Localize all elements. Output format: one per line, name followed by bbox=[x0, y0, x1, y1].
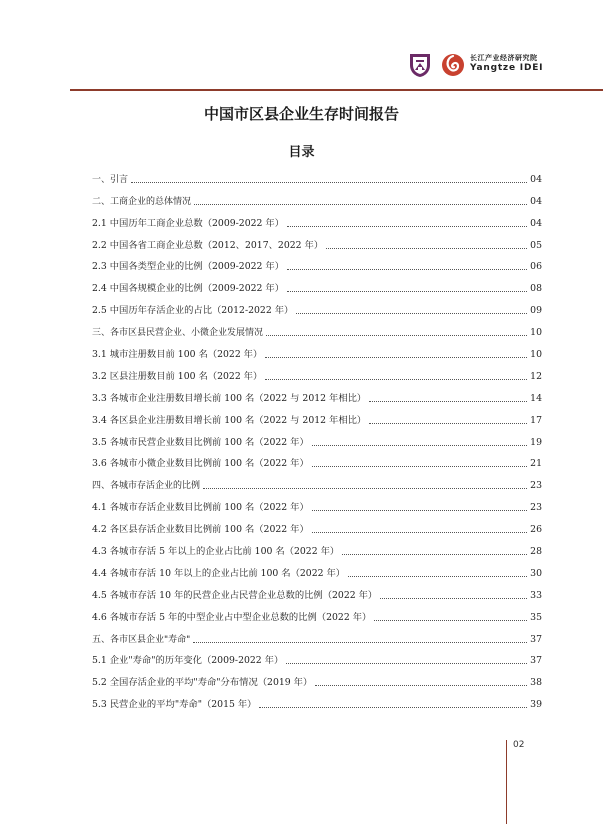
footer-divider bbox=[506, 740, 507, 824]
toc-dot-leader bbox=[348, 576, 527, 577]
toc-entry-title: 3.1 城市注册数目前 100 名（2022 年） bbox=[92, 349, 263, 361]
toc-dot-leader bbox=[194, 204, 527, 205]
toc-entry-page: 10 bbox=[530, 349, 542, 361]
toc-entry[interactable] bbox=[92, 667, 542, 689]
toc-entry-page: 37 bbox=[530, 655, 542, 667]
toc-dot-leader bbox=[287, 226, 527, 227]
toc-entry-title: 4.4 各城市存活 10 年以上的企业占比前 100 名（2022 年） bbox=[92, 567, 346, 579]
toc-dot-leader bbox=[342, 554, 527, 555]
toc-dot-leader bbox=[266, 335, 527, 336]
toc-dot-leader bbox=[380, 598, 527, 599]
toc-entry[interactable] bbox=[92, 339, 542, 361]
toc-dot-leader bbox=[287, 269, 527, 270]
university-shield-logo-icon bbox=[409, 52, 431, 78]
toc-entry[interactable] bbox=[92, 273, 542, 295]
brand-text bbox=[470, 54, 543, 74]
table-of-contents bbox=[92, 164, 542, 711]
header-divider bbox=[70, 89, 603, 91]
toc-dot-leader bbox=[326, 248, 527, 249]
toc-entry-title: 2.5 中国历年存活企业的占比（2012-2022 年） bbox=[92, 305, 294, 317]
page-number: 02 bbox=[513, 740, 525, 750]
toc-dot-leader bbox=[369, 423, 527, 424]
toc-entry-page: 17 bbox=[530, 414, 542, 426]
toc-dot-leader bbox=[315, 685, 527, 686]
toc-entry-page: 04 bbox=[530, 195, 542, 207]
toc-dot-leader bbox=[369, 401, 527, 402]
toc-entry-page: 38 bbox=[530, 677, 542, 689]
toc-entry-title: 4.3 各城市存活 5 年以上的企业占比前 100 名（2022 年） bbox=[92, 546, 340, 558]
toc-entry-page: 08 bbox=[530, 283, 542, 295]
toc-entry-page: 30 bbox=[530, 567, 542, 579]
toc-entry-title: 5.1 企业"寿命"的历年变化（2009-2022 年） bbox=[92, 655, 284, 667]
toc-entry[interactable] bbox=[92, 230, 542, 252]
toc-entry-page: 23 bbox=[530, 480, 542, 492]
toc-heading: 目录 bbox=[288, 145, 315, 160]
toc-entry-title: 3.2 区县注册数目前 100 名（2022 年） bbox=[92, 370, 263, 382]
toc-entry[interactable] bbox=[92, 514, 542, 536]
toc-dot-leader bbox=[131, 182, 527, 183]
toc-dot-leader bbox=[265, 379, 527, 380]
toc-entry-page: 05 bbox=[530, 239, 542, 251]
toc-entry[interactable] bbox=[92, 689, 542, 711]
toc-entry-page: 28 bbox=[530, 546, 542, 558]
toc-entry-page: 39 bbox=[530, 699, 542, 711]
yangtze-idei-swirl-logo-icon bbox=[441, 53, 465, 77]
toc-entry-title: 一、引言 bbox=[92, 174, 129, 185]
toc-entry[interactable] bbox=[92, 252, 542, 274]
page-header bbox=[0, 46, 603, 92]
toc-entry-page: 06 bbox=[530, 261, 542, 273]
toc-entry-title: 2.1 中国历年工商企业总数（2009-2022 年） bbox=[92, 217, 285, 229]
toc-entry-title: 4.5 各城市存活 10 年的民营企业占民营企业总数的比例（2022 年） bbox=[92, 589, 378, 601]
toc-entry-title: 五、各市区县企业"寿命" bbox=[92, 634, 191, 645]
toc-entry-title: 4.6 各城市存活 5 年的中型企业占中型企业总数的比例（2022 年） bbox=[92, 611, 372, 623]
toc-entry-page: 23 bbox=[530, 502, 542, 514]
toc-dot-leader bbox=[312, 466, 527, 467]
toc-entry-title: 3.3 各城市企业注册数目增长前 100 名（2022 与 2012 年相比） bbox=[92, 392, 367, 404]
toc-dot-leader bbox=[287, 291, 527, 292]
toc-entry[interactable] bbox=[92, 427, 542, 449]
toc-entry[interactable] bbox=[92, 492, 542, 514]
toc-entry[interactable] bbox=[92, 470, 542, 492]
toc-dot-leader bbox=[312, 445, 527, 446]
toc-entry-page: 14 bbox=[530, 392, 542, 404]
toc-entry[interactable] bbox=[92, 361, 542, 383]
toc-entry[interactable] bbox=[92, 624, 542, 646]
toc-entry[interactable] bbox=[92, 186, 542, 208]
toc-entry-page: 21 bbox=[530, 458, 542, 470]
toc-dot-leader bbox=[259, 707, 527, 708]
toc-entry[interactable] bbox=[92, 295, 542, 317]
toc-entry-title: 5.3 民营企业的平均"寿命"（2015 年） bbox=[92, 699, 257, 711]
brand-name-cn: 长江产业经济研究院 bbox=[470, 54, 538, 62]
toc-entry[interactable] bbox=[92, 536, 542, 558]
toc-dot-leader bbox=[374, 620, 527, 621]
toc-entry-page: 37 bbox=[530, 633, 542, 645]
toc-dot-leader bbox=[286, 663, 527, 664]
toc-dot-leader bbox=[203, 488, 527, 489]
toc-entry-title: 4.1 各城市存活企业数目比例前 100 名（2022 年） bbox=[92, 502, 309, 514]
toc-entry[interactable] bbox=[92, 208, 542, 230]
toc-dot-leader bbox=[312, 510, 527, 511]
toc-entry-title: 二、工商企业的总体情况 bbox=[92, 196, 192, 207]
toc-entry-page: 04 bbox=[530, 173, 542, 185]
toc-entry-page: 26 bbox=[530, 524, 542, 536]
toc-dot-leader bbox=[265, 357, 527, 358]
toc-entry-title: 三、各市区县民营企业、小微企业发展情况 bbox=[92, 328, 264, 339]
toc-entry[interactable] bbox=[92, 558, 542, 580]
toc-entry-title: 四、各城市存活企业的比例 bbox=[92, 481, 201, 492]
toc-dot-leader bbox=[193, 642, 527, 643]
toc-dot-leader bbox=[296, 313, 527, 314]
toc-entry[interactable] bbox=[92, 317, 542, 339]
toc-entry[interactable] bbox=[92, 449, 542, 471]
toc-entry-page: 19 bbox=[530, 436, 542, 448]
toc-entry-title: 3.6 各城市小微企业数目比例前 100 名（2022 年） bbox=[92, 458, 309, 470]
report-title: 中国市区县企业生存时间报告 bbox=[203, 105, 399, 123]
toc-dot-leader bbox=[312, 532, 527, 533]
toc-entry[interactable] bbox=[92, 580, 542, 602]
toc-entry-page: 12 bbox=[530, 370, 542, 382]
toc-entry-page: 35 bbox=[530, 611, 542, 623]
toc-entry[interactable] bbox=[92, 602, 542, 624]
toc-entry-title: 2.2 中国各省工商企业总数（2012、2017、2022 年） bbox=[92, 239, 324, 251]
toc-entry-page: 09 bbox=[530, 305, 542, 317]
toc-entry-page: 04 bbox=[530, 217, 542, 229]
toc-entry[interactable] bbox=[92, 164, 542, 186]
toc-entry-title: 5.2 全国存活企业的平均"寿命"分布情况（2019 年） bbox=[92, 677, 313, 689]
toc-entry-page: 33 bbox=[530, 589, 542, 601]
toc-entry-page: 10 bbox=[530, 327, 542, 339]
toc-entry[interactable] bbox=[92, 646, 542, 668]
toc-entry-title: 2.4 中国各规模企业的比例（2009-2022 年） bbox=[92, 283, 285, 295]
brand-name-en: Yangtze IDEI bbox=[470, 63, 544, 73]
toc-entry-title: 2.3 中国各类型企业的比例（2009-2022 年） bbox=[92, 261, 285, 273]
toc-entry[interactable] bbox=[92, 383, 542, 405]
toc-entry-title: 4.2 各区县存活企业数目比例前 100 名（2022 年） bbox=[92, 524, 309, 536]
toc-entry-title: 3.5 各城市民营企业数目比例前 100 名（2022 年） bbox=[92, 436, 309, 448]
toc-entry-title: 3.4 各区县企业注册数目增长前 100 名（2022 与 2012 年相比） bbox=[92, 414, 367, 426]
toc-entry[interactable] bbox=[92, 405, 542, 427]
